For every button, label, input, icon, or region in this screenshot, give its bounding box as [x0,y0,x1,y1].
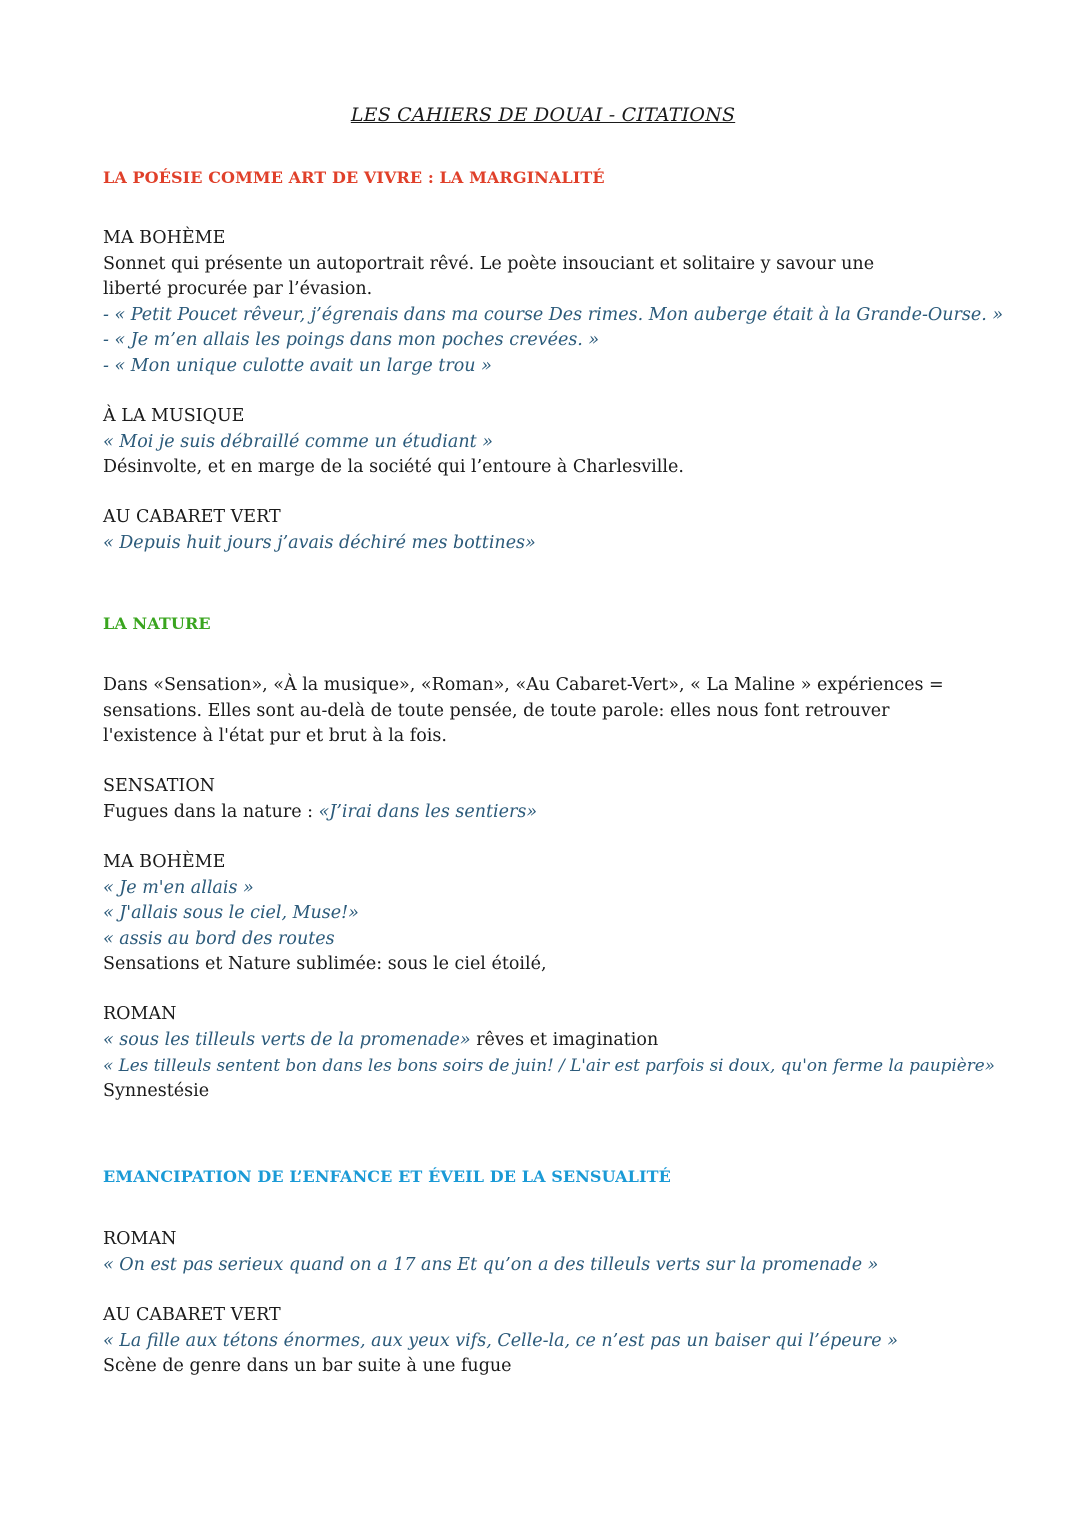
section-heading-enfance: EMANCIPATION DE L’ENFANCE ET ÉVEIL DE LA SENSUALITÉ [103,1167,671,1186]
quote-line: « On est pas serieux quand on a 17 ans Et qu’on a des tilleuls verts sur la promenade » [103,1254,879,1275]
sensation-prefix: Fugues dans la nature : [103,801,319,822]
a-la-musique-block [103,404,983,481]
quote-line: « La fille aux tétons énormes, aux yeux vifs, Celle-la, ce n’est pas un baiser qui l’épeure » [103,1330,898,1351]
sensation-block [103,774,983,825]
work-title-cabaret-vert: AU CABARET VERT [103,1305,281,1325]
work-title-roman: ROMAN [103,1004,177,1024]
quote-line: « Depuis huit jours j’avais déchiré mes bottines» [103,532,536,553]
quote-inline: «J’irai dans les sentiers» [318,801,538,822]
quote-line: - « Je m’en allais les poings dans mon poches crevées. » [103,330,600,350]
nature-intro: Dans «Sensation», «À la musique», «Roman», «Au Cabaret-Vert», « La Maline » expériences = sensations. Elles sont au-delà de toute pensée, de toute parole: elles nous font retrouver l'existence à l'état pur et brut à la fois. [103,675,944,746]
quote-line: - « Mon unique culotte avait un large trou » [103,355,492,376]
section-heading-nature: LA NATURE [103,614,211,633]
work-title-a-la-musique: À LA MUSIQUE [103,406,245,426]
nature-intro-block [103,673,983,750]
quote-line: « Moi je suis débraillé comme un étudiant » [103,431,493,452]
quote-line: « Je m'en allais » [103,877,254,898]
nature-ma-boheme-block [103,850,983,978]
work-title-roman: ROMAN [103,1229,177,1249]
quote-line: « J'allais sous le ciel, Muse!» [103,903,359,923]
cabaret-vert-block [103,505,983,556]
a-la-musique-description: Désinvolte, et en marge de la société qui l’entoure à Charlesville. [103,457,684,477]
document-title: LES CAHIERS DE DOUAI - CITATIONS [350,104,736,126]
work-title-ma-boheme: MA BOHÈME [103,228,226,248]
nature-ma-boheme-description: Sensations et Nature sublimée: sous le ciel étoilé, [103,954,547,974]
quote-line: « Les tilleuls sentent bon dans les bons soirs de juin! / L'air est parfois si doux, qu'on ferme la paupière» [103,1055,995,1075]
ma-boheme-description: Sonnet qui présente un autoportrait rêvé. Le poète insouciant et solitaire y savour une liberté procurée par l’évasion. [103,253,875,299]
ma-boheme-block [103,226,1004,379]
quote-line: « assis au bord des routes [103,928,335,949]
work-title-ma-boheme: MA BOHÈME [103,852,226,872]
roman-suffix: rêves et imagination [470,1029,659,1050]
quote-line: - « Petit Poucet rêveur, j’égrenais dans ma course Des rimes. Mon auberge était à la Grande-Ourse. » [103,304,1004,325]
roman-description: Synnestésie [103,1080,210,1101]
work-title-cabaret-vert: AU CABARET VERT [103,507,281,527]
section-heading-marginalite: LA POÉSIE COMME ART DE VIVRE : LA MARGINALITÉ [103,168,605,187]
enfance-cabaret-vert-description: Scène de genre dans un bar suite à une fugue [103,1356,512,1376]
roman-block [103,1002,995,1104]
enfance-cabaret-vert-block [103,1303,983,1380]
enfance-roman-block [103,1227,983,1278]
work-title-sensation: SENSATION [103,776,215,796]
quote-inline: « sous les tilleuls verts de la promenade» [103,1029,471,1050]
